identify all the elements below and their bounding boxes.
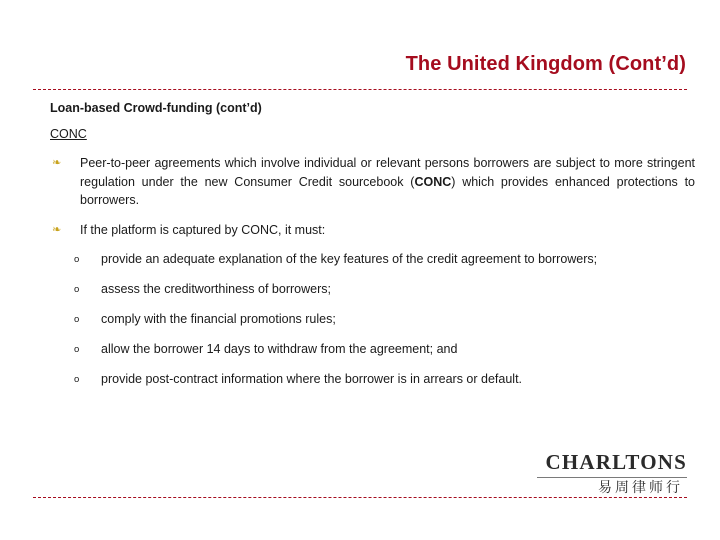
sub-bullet-marker-icon: o <box>74 254 80 266</box>
bullet-text-bold: CONC <box>414 174 452 189</box>
logo <box>447 452 687 496</box>
sub-list <box>72 250 695 389</box>
logo-divider <box>537 477 687 478</box>
sub-bullet-marker-icon: o <box>74 314 80 326</box>
list-item <box>50 154 695 210</box>
bullet-marker-icon: ❧ <box>52 156 62 170</box>
sub-bullet-marker-icon: o <box>74 284 80 296</box>
sub-item-text: comply with the financial promotions rules; <box>101 312 336 327</box>
sub-bullet-marker-icon: o <box>74 344 80 356</box>
slide-body <box>50 101 695 400</box>
list-item <box>50 221 695 240</box>
conc-label: CONC <box>50 126 87 141</box>
list-item <box>72 310 695 329</box>
divider-top <box>33 89 687 90</box>
list-item <box>72 340 695 359</box>
list-item <box>72 370 695 389</box>
page-title: The United Kingdom (Cont’d) <box>405 53 686 75</box>
logo-chinese-name: 易周律师行 <box>598 480 683 496</box>
sub-item-text: allow the borrower 14 days to withdraw from the agreement; and <box>101 342 458 357</box>
section-subheading: Loan-based Crowd-funding (cont’d) <box>50 101 262 115</box>
bullet-text-part: Peer-to-peer agreements which involve individual or relevant persons borrowers are subject to more stringent regulation under the new Consumer Credit sourcebook ( <box>80 156 695 189</box>
bullet-text <box>80 154 695 210</box>
divider-bottom <box>33 497 687 498</box>
sub-item-text: provide an adequate explanation of the key features of the credit agreement to borrowers; <box>101 252 598 267</box>
bullet-marker-icon: ❧ <box>52 222 62 236</box>
sub-item-text: provide post-contract information where the borrower is in arrears or default. <box>101 372 523 387</box>
sub-item-text: assess the creditworthiness of borrowers; <box>101 282 331 297</box>
logo-wordmark: CHARLTONS <box>545 450 687 474</box>
list-item <box>72 250 695 269</box>
list-item <box>72 280 695 299</box>
sub-bullet-marker-icon: o <box>74 374 80 386</box>
bullet-text-part: ) which provides enhanced protections to borrowers. <box>80 174 696 208</box>
bullet-text: If the platform is captured by CONC, it must: <box>80 222 326 237</box>
